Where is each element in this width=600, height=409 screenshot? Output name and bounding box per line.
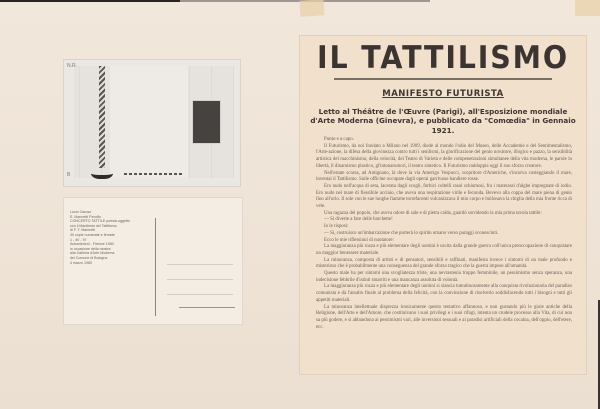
- paragraph: Nell'estate scorsa, ad Antignano, là dove la via Amerigo Vespucci, scopritore d'Americhe, s'incurva costeggiando il mare, inventai il Tattilismo. Sulle officine occupate dagli operai garrivano bandiere rosse.: [316, 170, 572, 183]
- caption-line: in occasione della mostra: [70, 246, 111, 251]
- paragraph: Ero nudo nell'acqua di seta, lacerata dagli scogli, forbici coltelli rasoi schiumosi, fra i materassi d'alghe impregnate di iodio. Ero nudo nel mare di flessibile acciaio, che aveva una respirazione virile e feconda. Bevevo alla coppa del mare piena di genio fino all'orlo. Il sole con le sue lunghe fiamme torrefacenti vulcanizzava il mio corpo e bullonava la chiglia della mia fronte ricca di vele.: [316, 183, 572, 210]
- title-rule: [334, 78, 552, 80]
- paragraph: La minoranza intellettuale disprezza ironicamente questo tentativo affannoso, e non gustando più le gioie antiche della Religione, dell'Arte e dell'Amore, che costituivano i suoi privilegi e i suoi rifugi, intenta un crudele processo alla Vita, di cui non sa più godere, e si abbandona ai pessimismi vari, alle inversioni sessuali e ai paradisi artificiali della cocaina, dell'oppio, dell'etere, ecc.: [316, 304, 572, 330]
- manifesto-subtitle: MANIFESTO FUTURISTA: [382, 89, 504, 99]
- dark-panel: [192, 100, 221, 144]
- manifesto-sheet: [300, 36, 586, 374]
- cord-line: [124, 173, 184, 175]
- address-line: [167, 294, 233, 295]
- paragraph: Punto e a capo.: [324, 137, 354, 142]
- rope-frayed-end: [91, 165, 113, 179]
- postcard-caption: [70, 210, 150, 265]
- caption-line: 30 copie numerate e firmate: [70, 232, 115, 237]
- postcard-divider: [155, 218, 156, 316]
- caption-line: Autoedizioni - Firenze 1980: [70, 242, 114, 247]
- signature-line: [179, 307, 235, 308]
- tape-piece: [575, 0, 600, 16]
- tape-piece: [299, 0, 324, 17]
- manifesto-title: IL TATTILISMO: [317, 40, 569, 76]
- caption-line: di F. T. Marinetti: [70, 228, 96, 233]
- paragraph: — Si diverte a fare delle barchette!: [324, 217, 393, 223]
- manifesto-heading: Letto al Théâtre de l'Œuvre (Parigi), all'Esposizione mondiale d'Arte Moderna (Ginevra), e pubblicato da "Comœdia" in Gennaio 1921.: [310, 107, 576, 135]
- paragraph: La maggioranza più rozza e più elementare degli uomini si slancia tumultuosamente alla conquista rivoluzionaria del paradiso comunista e dà l'assalto finale al problema della felicità, con la convinzione di risolverlo soddisfacendo tutti i bisogni e tutti gli appetiti materiali.: [316, 284, 572, 303]
- artwork-mark-bottom: B: [67, 172, 71, 178]
- address-line: [167, 279, 233, 280]
- address-line: [167, 264, 233, 265]
- paragraph: La minoranza, composta di artisti e di pensatori, sensibili e raffinati, manifesta invece i sintomi di un male profondo e misterioso che è probabilmente una conseguenza del grande sforzo tragico che la guerra impose all'umanità.: [316, 257, 572, 270]
- frame-edge-top: [0, 0, 180, 2]
- paragraph: Questo male ha per sintomi una svogliatezza triste, una nevrastenia troppo femminile, un pessimismo senza speranza, una indecisione febbrile d'istinti smarriti e una mancanza assoluta di volontà.: [316, 271, 572, 283]
- paragraph: Una ragazza del popolo, che aveva odore di sale e di pietra calda, guardò sorridendo la mia prima tavola tattile:: [324, 210, 542, 216]
- artwork-photo-card: [64, 60, 240, 186]
- caption-line: alla Galleria d'Arte Moderna: [70, 251, 115, 256]
- paragraph: — Sì, costruisco un'imbarcazione che porterà lo spirito umano verso paraggi sconosciuti.: [324, 230, 499, 236]
- rope-object: [99, 66, 105, 168]
- caption-line: del Comune di Bologna: [70, 255, 108, 260]
- caption-line: 1 - 40 - 'N': [70, 237, 87, 242]
- postcard-back: [64, 198, 242, 324]
- artwork-canvas: [110, 66, 188, 178]
- caption-line: CONCERTO TATTILE poesia-oggetto: [70, 219, 130, 224]
- caption-line: Lucio Caruso: [70, 210, 92, 214]
- paragraph: La maggioranza più rozza e più elementare degli uomini è uscita dalla grande guerra coll'unica preoccupazione di conquistare un maggior benessere materiale.: [316, 244, 572, 256]
- paragraph: Il Futurismo, da noi fondato a Milano nel 1909, diede al mondo l'odio del Museo, delle Accademie e del Sentimentalismo, l'Arte-azione, la difesa della giovinezza contro tutti i senilismi, la glorificazione del genio novatore, illogico e pazzo, la sensibilità artistica del macchinismo, della velocità, del Teatro di Varietà e delle compenetrazioni simultanee della vita moderna, le parole in libertà, il dinamismo plastico, gl'intonarumori, il teatro sintetico. Il Futurismo raddoppia oggi il suo sforzo creatore.: [316, 143, 572, 169]
- caption-line: E. Mannetti Peruffo: [70, 214, 101, 219]
- paragraph: Ecco le mie riflessioni di nuotatore:: [324, 237, 394, 243]
- manifesto-body: [316, 137, 572, 331]
- artwork-mark-top: N.R.: [67, 63, 77, 69]
- caption-line: 4 marzo 1980: [70, 260, 92, 265]
- caption-line: con il Manifesto del Tattilismo: [70, 223, 117, 228]
- paragraph: Io le risposi:: [324, 224, 349, 230]
